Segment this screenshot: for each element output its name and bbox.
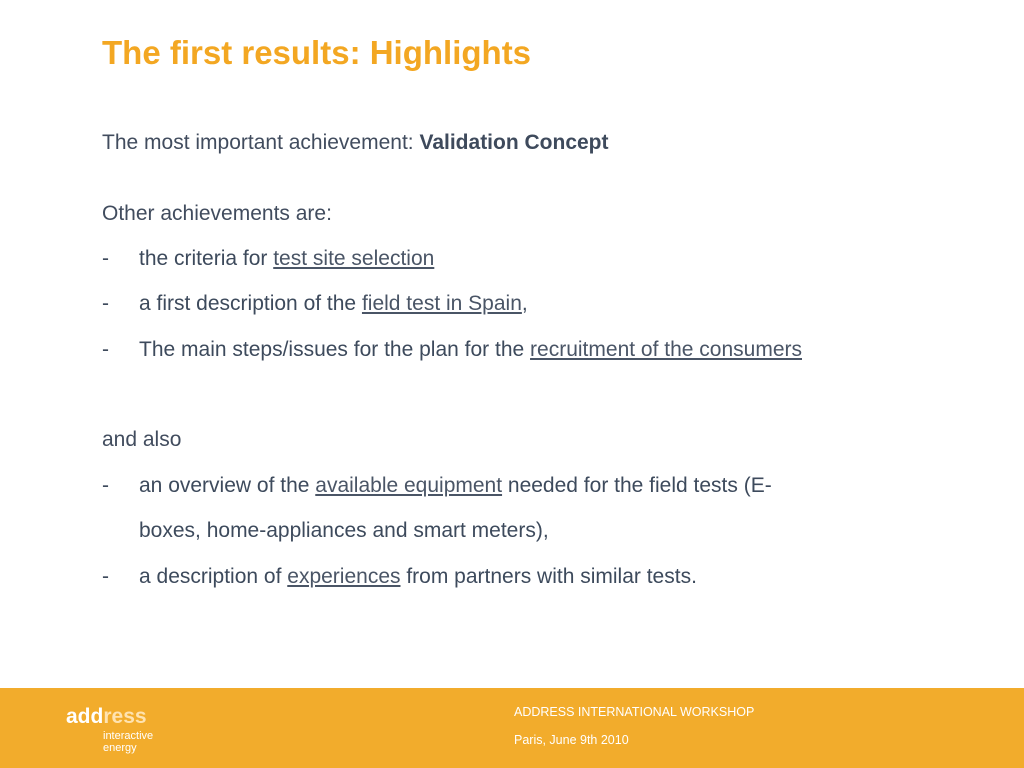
logo-text-part1: add <box>66 705 104 728</box>
list-item <box>139 246 434 272</box>
link-field-test-spain[interactable]: field test in Spain <box>361 292 522 315</box>
list-item-text: from partners with similar tests. <box>400 565 697 588</box>
list-item-continuation: boxes, home-appliances and smart meters), <box>139 519 549 542</box>
link-test-site-selection[interactable]: test site selection <box>273 247 435 270</box>
intro-bold: Validation Concept <box>419 131 609 154</box>
list-item-text: a first description of the <box>139 292 362 315</box>
list-item-text: a description of <box>139 565 288 588</box>
list-item-text: the criteria for <box>139 247 274 270</box>
link-available-equipment[interactable]: available equipment <box>315 474 503 497</box>
logo-tagline-line1: interactive <box>103 730 154 742</box>
list-item <box>139 291 528 317</box>
bullet-marker: - <box>102 565 109 588</box>
bullet-marker: - <box>102 247 109 270</box>
logo-text-part2: ress <box>103 705 147 728</box>
slide-title: The first results: Highlights <box>102 34 532 71</box>
logo-tagline-line2: energy <box>103 742 137 754</box>
link-recruitment-consumers[interactable]: recruitment of the consumers <box>530 338 802 361</box>
event-date: Paris, June 9th 2010 <box>514 733 629 747</box>
list-item-text: , <box>521 292 528 315</box>
other-heading: Other achievements are: <box>102 202 332 225</box>
bullet-marker: - <box>102 292 109 315</box>
list-item-text: needed for the field tests (E- <box>502 474 772 497</box>
list-item <box>139 564 697 590</box>
intro-prefix: The most important achievement: <box>102 131 420 154</box>
address-logo <box>66 705 147 729</box>
logo-tagline <box>103 730 153 754</box>
list-item <box>139 473 772 499</box>
list-item-text: The main steps/issues for the plan for the <box>139 338 531 361</box>
list-item-text: an overview of the <box>139 474 316 497</box>
bullet-marker: - <box>102 338 109 361</box>
list-item <box>139 337 802 363</box>
also-heading: and also <box>102 428 182 451</box>
event-name: ADDRESS INTERNATIONAL WORKSHOP <box>514 705 755 719</box>
intro-line <box>102 130 609 156</box>
link-experiences[interactable]: experiences <box>287 565 401 588</box>
footer-bar <box>0 688 1024 768</box>
bullet-marker: - <box>102 474 109 497</box>
